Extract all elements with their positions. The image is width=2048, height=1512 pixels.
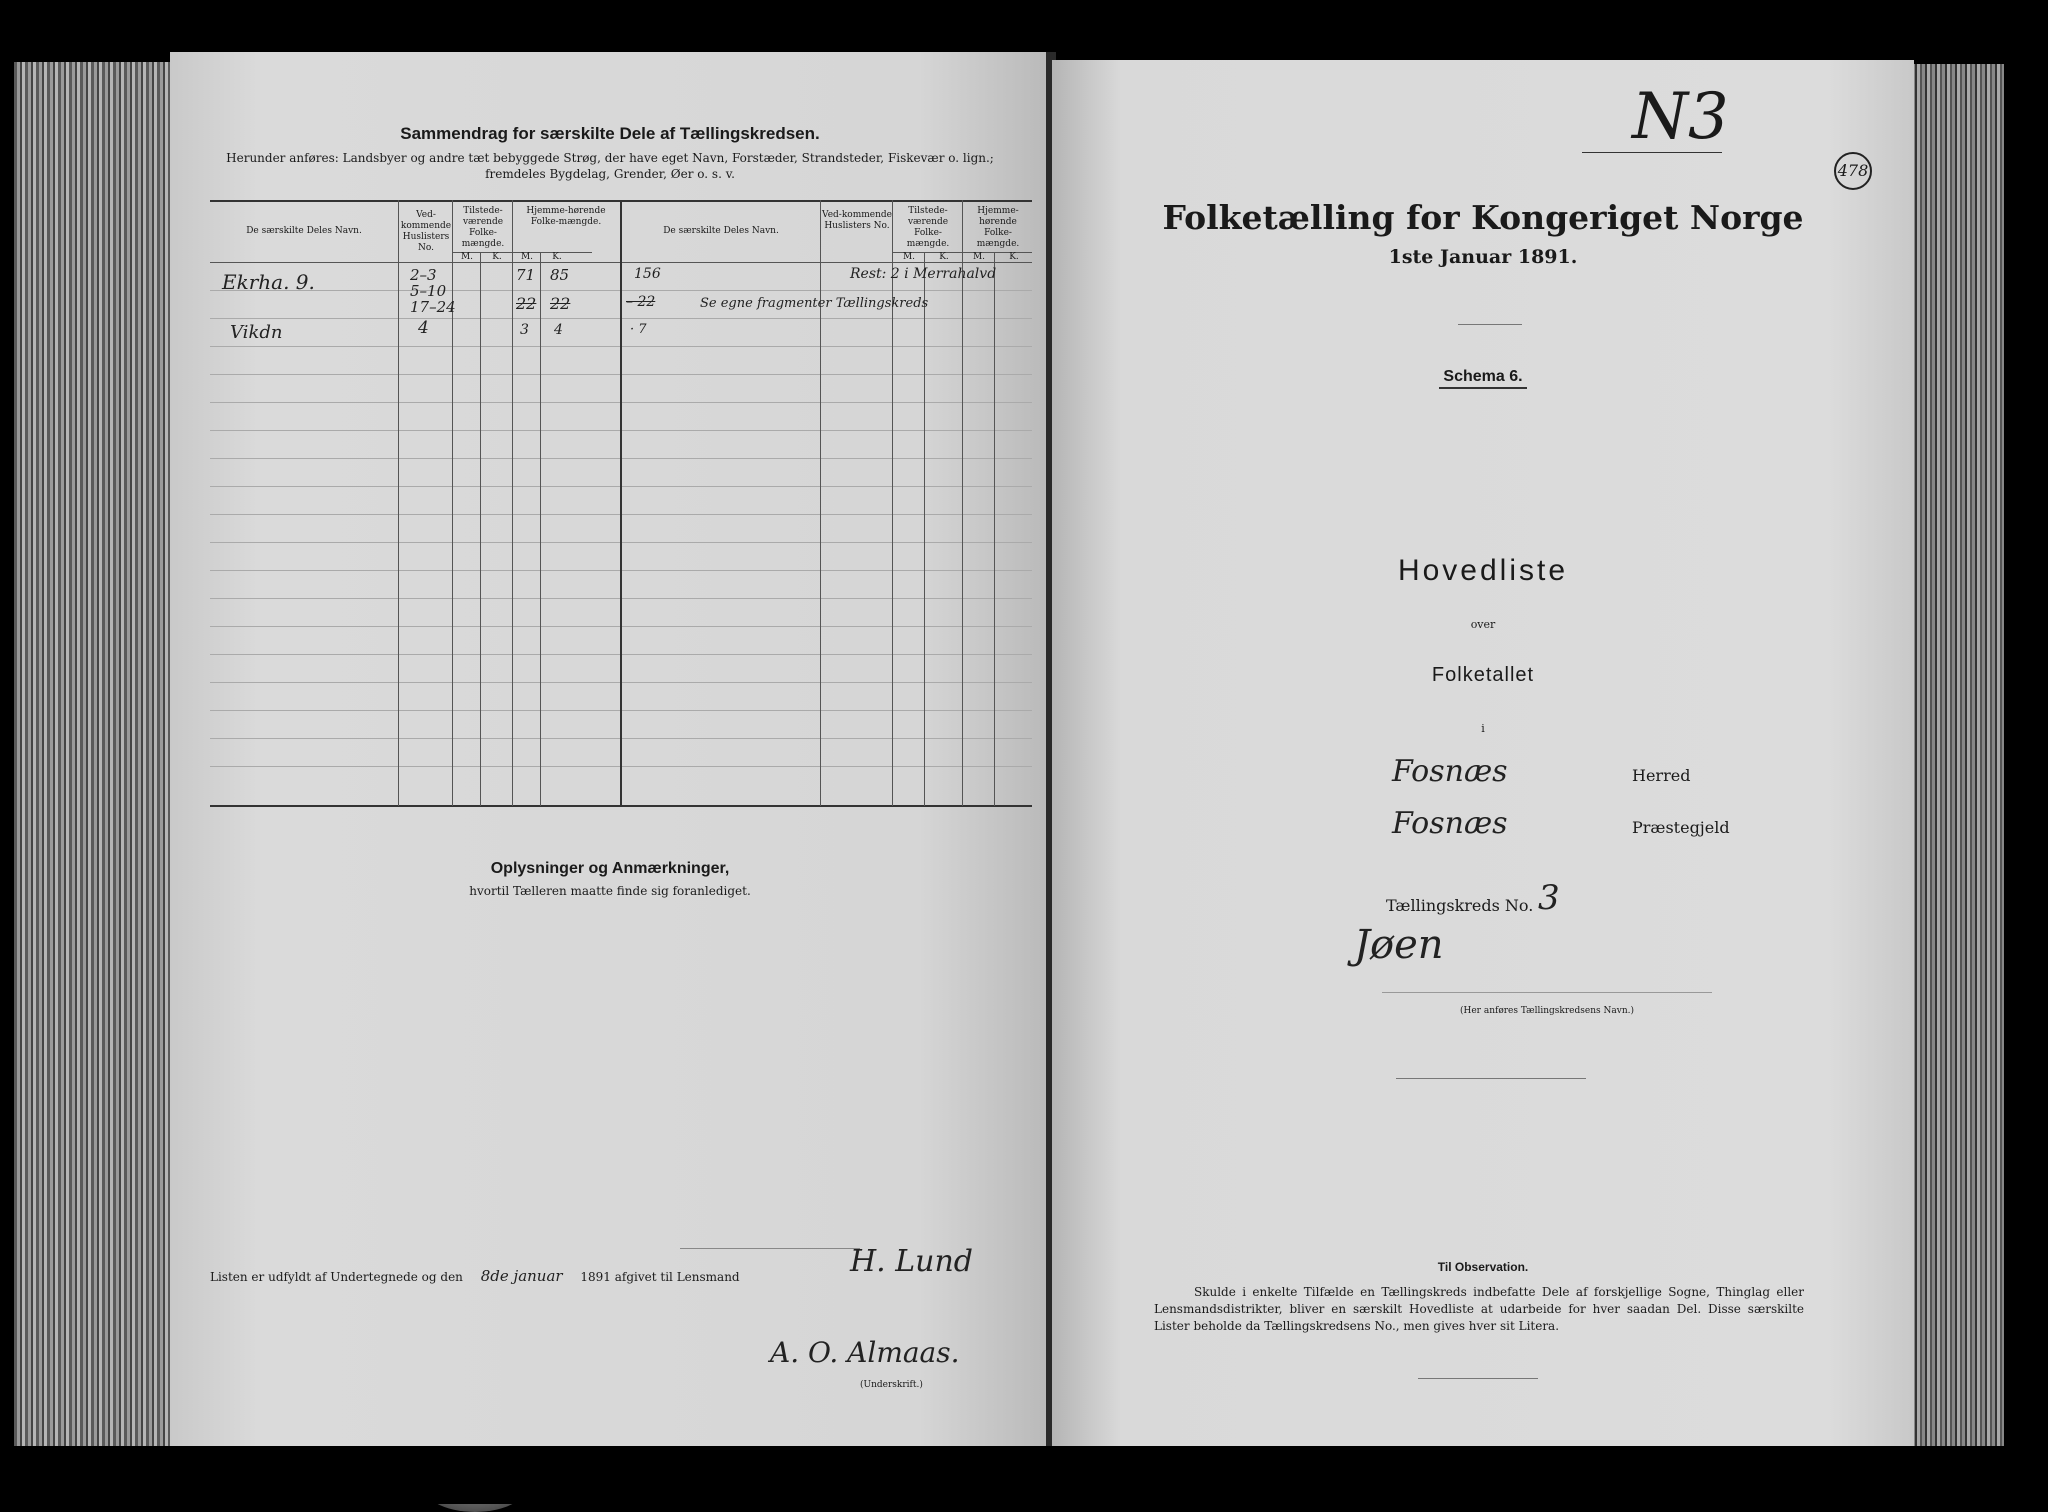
sub-k: K. bbox=[492, 252, 502, 262]
kreds-name: Jøen bbox=[1354, 922, 1444, 968]
right-page bbox=[1052, 60, 1914, 1446]
sub-k: K. bbox=[552, 252, 562, 262]
page-edges-left bbox=[14, 62, 174, 1448]
divider bbox=[1458, 324, 1522, 325]
signature-enumerator: A. O. Almaas. bbox=[770, 1336, 960, 1369]
summary-note-line-2: fremdeles Bygdelag, Grender, Øer o. s. v. bbox=[485, 167, 735, 181]
table-row-right-name: – 22 bbox=[626, 294, 656, 310]
signature-date: 8de januar bbox=[480, 1267, 563, 1285]
table-row-huslister: 17–24 bbox=[410, 298, 456, 316]
table-row-name: Vikdn bbox=[230, 322, 283, 343]
col-header-tilstede-right: Tilstede-værende Folke-mængde. bbox=[906, 206, 950, 249]
col-header-hjemme: Hjemme-hørende Folke-mængde. bbox=[526, 206, 606, 227]
sub-m: M. bbox=[460, 252, 474, 262]
left-page bbox=[170, 52, 1050, 1446]
col-rule bbox=[994, 252, 995, 806]
notes-subtitle: hvortil Tælleren maatte finde sig foranlediget. bbox=[469, 884, 751, 898]
col-rule bbox=[480, 252, 481, 806]
table-row-right-name: 156 bbox=[634, 266, 661, 282]
signature-lensmand: H. Lund bbox=[850, 1244, 974, 1279]
page-title: Folketælling for Kongeriget Norge bbox=[1162, 198, 1804, 237]
herred-label: Herred bbox=[1632, 766, 1691, 785]
folketallet-heading: Folketallet bbox=[1431, 664, 1535, 686]
observation-body: Skulde i enkelte Tilfælde en Tællingskreds indbefatte Dele af forskjellige Sogne, Thinglag eller Lensmandsdistrikter, bliver en særskilt Hovedliste at udarbeide for hver saadan Del. Disse særskilte Lister beholde da Tællingskredsens No., men gives hver sit Litera. bbox=[1154, 1285, 1804, 1333]
col-rule bbox=[892, 200, 893, 806]
over-text: over bbox=[1470, 618, 1496, 631]
summary-note-line-1: Herunder anføres: Landsbyer og andre tæt bebyggede Strøg, der have eget Navn, Forstæder, Strandsteder, Fiskevær o. lign.; bbox=[226, 151, 994, 165]
col-header-huslister-right: Ved-kommende Huslisters No. bbox=[822, 210, 892, 231]
sub-m: M. bbox=[520, 252, 534, 262]
signature-text-1: Listen er udfyldt af Undertegnede og den bbox=[210, 1270, 463, 1284]
col-rule bbox=[512, 200, 513, 806]
schema-text: Schema 6. bbox=[1439, 368, 1526, 389]
summary-table bbox=[210, 200, 1032, 806]
col-rule bbox=[540, 252, 541, 806]
col-rule bbox=[452, 200, 453, 806]
table-row-right-name: · 7 bbox=[630, 322, 647, 337]
col-header-name: De særskilte Deles Navn. bbox=[246, 226, 362, 236]
herred-value: Fosnæs bbox=[1392, 754, 1508, 789]
table-row-right-note: Rest: 2 i Merrahalvd bbox=[850, 266, 997, 282]
schema-label bbox=[1052, 368, 1914, 386]
table-row-hjemme-k: 85 bbox=[550, 266, 570, 284]
col-rule bbox=[924, 252, 925, 806]
table-row-hjemme-m: 3 bbox=[520, 322, 529, 338]
kreds-name-caption: (Her anføres Tællingskredsens Navn.) bbox=[1459, 1006, 1634, 1016]
divider bbox=[1418, 1378, 1538, 1379]
summary-note bbox=[210, 150, 1010, 182]
col-header-tilstede: Tilstede-værende Folke-mængde. bbox=[461, 206, 505, 249]
page-edges-right bbox=[1912, 64, 2004, 1448]
praestegjeld-label: Præstegjeld bbox=[1632, 818, 1730, 837]
col-rule bbox=[962, 200, 963, 806]
sub-k-right: K. bbox=[1009, 252, 1019, 262]
census-date: 1ste Januar 1891. bbox=[1388, 246, 1578, 268]
sub-m-right: M. bbox=[972, 252, 986, 262]
col-header-name-right: De særskilte Deles Navn. bbox=[663, 226, 779, 236]
table-row-huslister: 2–3 bbox=[410, 266, 437, 284]
folio-number: 478 bbox=[1834, 152, 1872, 190]
col-rule bbox=[820, 200, 821, 806]
table-row-hjemme-m: 71 bbox=[516, 266, 536, 284]
observation-title: Til Observation. bbox=[1437, 1260, 1529, 1274]
table-row-hjemme-m: 22 bbox=[516, 294, 537, 313]
praestegjeld-value: Fosnæs bbox=[1392, 806, 1508, 841]
hovedliste-heading: Hovedliste bbox=[1397, 554, 1569, 587]
corner-number: N3 bbox=[1632, 80, 1729, 154]
notes-title: Oplysninger og Anmærkninger, bbox=[490, 860, 730, 877]
table-row-huslister: 5–10 bbox=[410, 282, 447, 300]
kreds-name-rule bbox=[1382, 992, 1712, 993]
col-rule bbox=[398, 200, 399, 806]
table-row-name: Ekrha. 9. bbox=[222, 270, 315, 294]
table-row-huslister: 4 bbox=[418, 318, 429, 338]
kreds-number: 3 bbox=[1538, 878, 1560, 918]
sub-m-right: M. bbox=[902, 252, 916, 262]
scan-bottom-edge bbox=[0, 1446, 2048, 1504]
signature-text-2: 1891 afgivet til Lensmand bbox=[580, 1270, 740, 1284]
summary-title: Sammendrag for særskilte Dele af Tællingskredsen. bbox=[400, 124, 820, 143]
signature-rule bbox=[680, 1248, 860, 1249]
table-center-rule bbox=[620, 200, 622, 806]
underskrift-caption: (Underskrift.) bbox=[860, 1380, 923, 1390]
col-header-huslister: Ved-kommende Huslisters No. bbox=[400, 210, 452, 253]
kreds-label: Tællingskreds No. bbox=[1386, 896, 1534, 915]
col-header-hjemme-right: Hjemme-hørende Folke-mængde. bbox=[976, 206, 1020, 249]
divider bbox=[1396, 1078, 1586, 1079]
table-row-right-note: Se egne fragmenter Tællingskreds bbox=[700, 296, 929, 311]
i-text: i bbox=[1481, 722, 1485, 735]
signature-line bbox=[210, 1267, 740, 1285]
table-row-hjemme-k: 22 bbox=[550, 294, 571, 313]
table-row-hjemme-k: 4 bbox=[554, 322, 563, 338]
corner-rule bbox=[1582, 152, 1722, 153]
sub-k-right: K. bbox=[939, 252, 949, 262]
